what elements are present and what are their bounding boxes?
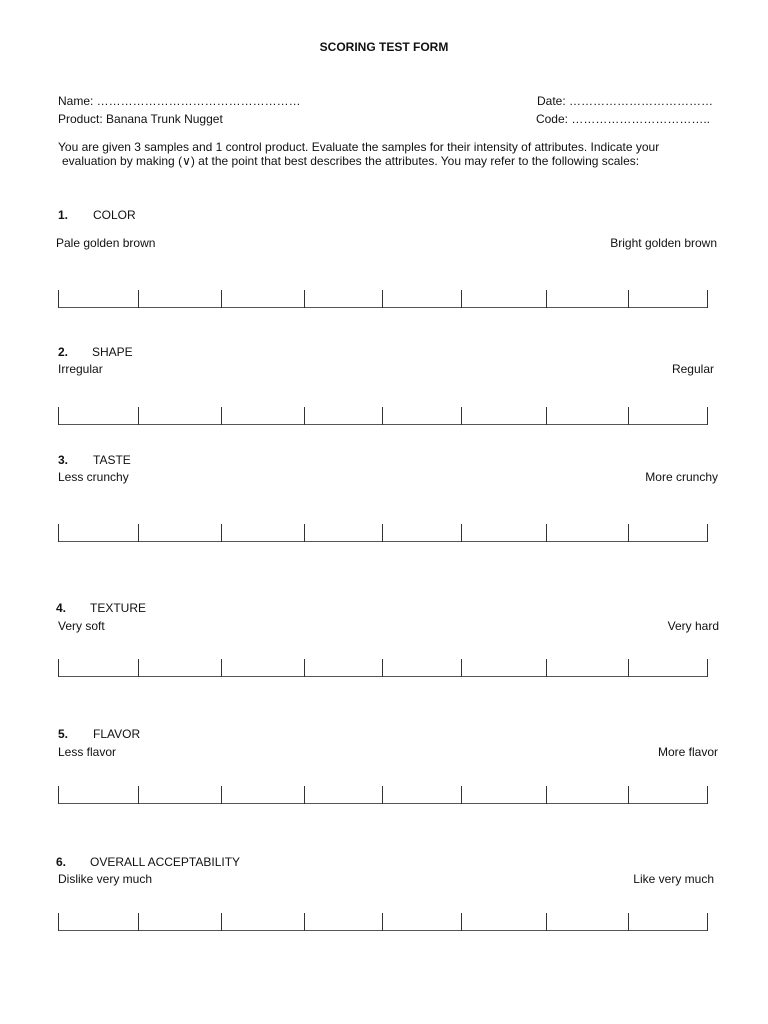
scale-baseline	[58, 930, 708, 931]
attribute-name: OVERALL ACCEPTABILITY	[90, 855, 241, 869]
scale-tick[interactable]	[304, 913, 305, 931]
scale-high-label: Regular	[671, 362, 714, 376]
scale-tick[interactable]	[58, 524, 59, 542]
scale-tick[interactable]	[58, 407, 59, 425]
scale-tick[interactable]	[382, 407, 383, 425]
scale-tick[interactable]	[58, 290, 59, 308]
scale-tick[interactable]	[628, 913, 629, 931]
scale-tick[interactable]	[138, 913, 139, 931]
scale-tick[interactable]	[707, 290, 708, 308]
scale-tick[interactable]	[138, 659, 139, 677]
scale-tick[interactable]	[546, 659, 547, 677]
scale-tick[interactable]	[58, 659, 59, 677]
scale-tick[interactable]	[628, 659, 629, 677]
scale-low-label: Irregular	[58, 362, 103, 376]
scale-tick[interactable]	[138, 524, 139, 542]
scale-tick[interactable]	[221, 786, 222, 804]
scale-low-label: Less flavor	[58, 745, 117, 759]
scale-baseline	[58, 307, 708, 308]
scale-high-label: More crunchy	[645, 470, 718, 484]
scale-tick[interactable]	[461, 913, 462, 931]
scale-low-label: Less crunchy	[58, 470, 129, 484]
attribute-number: 6.	[56, 855, 67, 869]
name-field: Name: ……………………………………………	[58, 94, 301, 108]
scale-tick[interactable]	[382, 290, 383, 308]
scale-tick[interactable]	[382, 913, 383, 931]
scale-tick[interactable]	[304, 786, 305, 804]
scale-tick[interactable]	[382, 524, 383, 542]
attribute-number: 5.	[58, 727, 69, 741]
scale-tick[interactable]	[546, 786, 547, 804]
scale-tick[interactable]	[461, 659, 462, 677]
scale-tick[interactable]	[546, 290, 547, 308]
scale-tick[interactable]	[304, 659, 305, 677]
scale-high-label: Like very much	[633, 872, 714, 886]
attribute-name: FLAVOR	[93, 727, 141, 741]
attribute-number: 4.	[56, 601, 67, 615]
scale-baseline	[58, 424, 708, 425]
scale-high-label: More flavor	[657, 745, 718, 759]
scale-tick[interactable]	[707, 659, 708, 677]
scale-tick[interactable]	[58, 913, 59, 931]
scale-tick[interactable]	[304, 290, 305, 308]
scale-baseline	[58, 541, 708, 542]
scale-tick[interactable]	[628, 290, 629, 308]
attribute-name: SHAPE	[92, 345, 133, 359]
instruction-line-2: evaluation by making (∨) at the point that best describes the attributes. You may refer to the following scales:	[62, 154, 640, 168]
scale-tick[interactable]	[707, 913, 708, 931]
code-field: Code: ……………………………..	[535, 112, 710, 126]
scale-tick[interactable]	[138, 407, 139, 425]
scale-high-label: Bright golden brown	[610, 236, 717, 250]
scale-tick[interactable]	[461, 290, 462, 308]
attribute-number: 2.	[58, 345, 69, 359]
scale-tick[interactable]	[628, 407, 629, 425]
scale-tick[interactable]	[546, 407, 547, 425]
scale-high-label: Very hard	[667, 619, 719, 633]
scale-tick[interactable]	[628, 786, 629, 804]
scale-low-label: Pale golden brown	[56, 236, 156, 250]
scale-tick[interactable]	[707, 786, 708, 804]
attribute-name: TEXTURE	[90, 601, 147, 615]
instruction-line-1: You are given 3 samples and 1 control product. Evaluate the samples for their intensity of attributes. Indicate your	[58, 140, 660, 154]
scale-tick[interactable]	[221, 524, 222, 542]
scale-tick[interactable]	[546, 524, 547, 542]
scale-tick[interactable]	[221, 659, 222, 677]
attribute-name: TASTE	[93, 453, 131, 467]
scale-low-label: Very soft	[58, 619, 105, 633]
attribute-name: COLOR	[93, 208, 136, 222]
scale-tick[interactable]	[707, 524, 708, 542]
scale-tick[interactable]	[304, 407, 305, 425]
scale-low-label: Dislike very much	[58, 872, 153, 886]
product-label: Product: Banana Trunk Nugget	[58, 112, 223, 126]
date-field: Date: ………………………………	[536, 94, 713, 108]
scale-tick[interactable]	[546, 913, 547, 931]
attribute-number: 3.	[58, 453, 69, 467]
scale-tick[interactable]	[221, 290, 222, 308]
scale-tick[interactable]	[461, 407, 462, 425]
scale-tick[interactable]	[138, 786, 139, 804]
attribute-number: 1.	[58, 208, 69, 222]
scale-tick[interactable]	[461, 524, 462, 542]
scale-tick[interactable]	[382, 786, 383, 804]
scale-tick[interactable]	[461, 786, 462, 804]
scale-baseline	[58, 803, 708, 804]
scale-tick[interactable]	[138, 290, 139, 308]
scale-tick[interactable]	[382, 659, 383, 677]
scale-tick[interactable]	[221, 913, 222, 931]
form-title: SCORING TEST FORM	[319, 40, 449, 54]
scale-tick[interactable]	[221, 407, 222, 425]
scale-tick[interactable]	[628, 524, 629, 542]
scale-tick[interactable]	[707, 407, 708, 425]
scale-baseline	[58, 676, 708, 677]
scale-tick[interactable]	[58, 786, 59, 804]
scale-tick[interactable]	[304, 524, 305, 542]
